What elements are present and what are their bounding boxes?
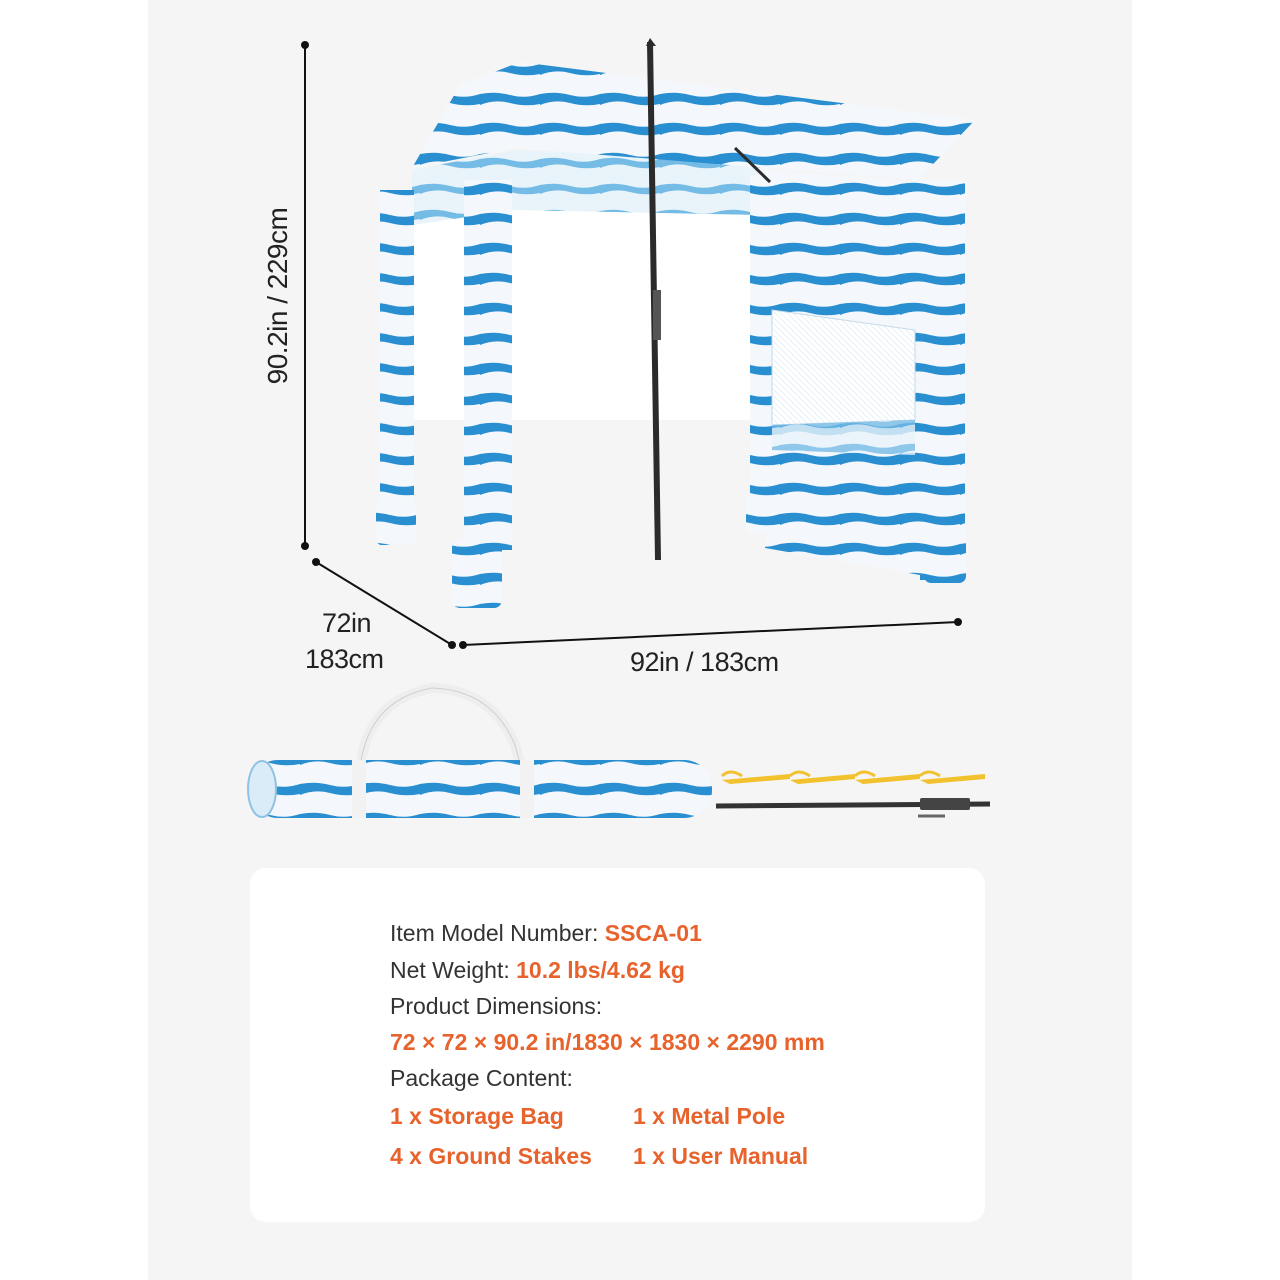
metal-pole bbox=[716, 798, 990, 816]
net-weight-label: Net Weight: bbox=[390, 957, 517, 983]
model-number-line bbox=[390, 920, 702, 947]
package-item-metal-pole: 1 x Metal Pole bbox=[633, 1103, 786, 1129]
package-content-label: Package Content: bbox=[390, 1065, 573, 1091]
net-weight-value: 10.2 lbs/4.62 kg bbox=[516, 957, 685, 983]
dimensions-value: 72 × 72 × 90.2 in/1830 × 1830 × 2290 mm bbox=[390, 1029, 825, 1055]
dimensions-label: Product Dimensions: bbox=[390, 993, 603, 1019]
height-text: 90.2in / 229cm bbox=[262, 207, 293, 385]
package-item-user-manual: 1 x User Manual bbox=[633, 1143, 809, 1169]
net-weight-line bbox=[390, 957, 685, 984]
package-item-ground-stakes: 4 x Ground Stakes bbox=[390, 1143, 592, 1169]
spec-card bbox=[250, 868, 985, 1222]
width-label: 92in / 183cm bbox=[630, 647, 779, 677]
cabana-tent bbox=[376, 38, 975, 608]
depth-label-in: 72in bbox=[322, 608, 372, 638]
width-dimension-line bbox=[459, 618, 962, 649]
ground-stakes bbox=[722, 772, 985, 784]
storage-bag bbox=[248, 688, 712, 818]
model-number-label: Item Model Number: bbox=[390, 920, 605, 946]
depth-label-cm: 183cm bbox=[305, 644, 384, 674]
height-dimension-line bbox=[301, 41, 309, 550]
model-number-value: SSCA-01 bbox=[604, 920, 702, 946]
package-item-storage-bag: 1 x Storage Bag bbox=[390, 1103, 564, 1129]
